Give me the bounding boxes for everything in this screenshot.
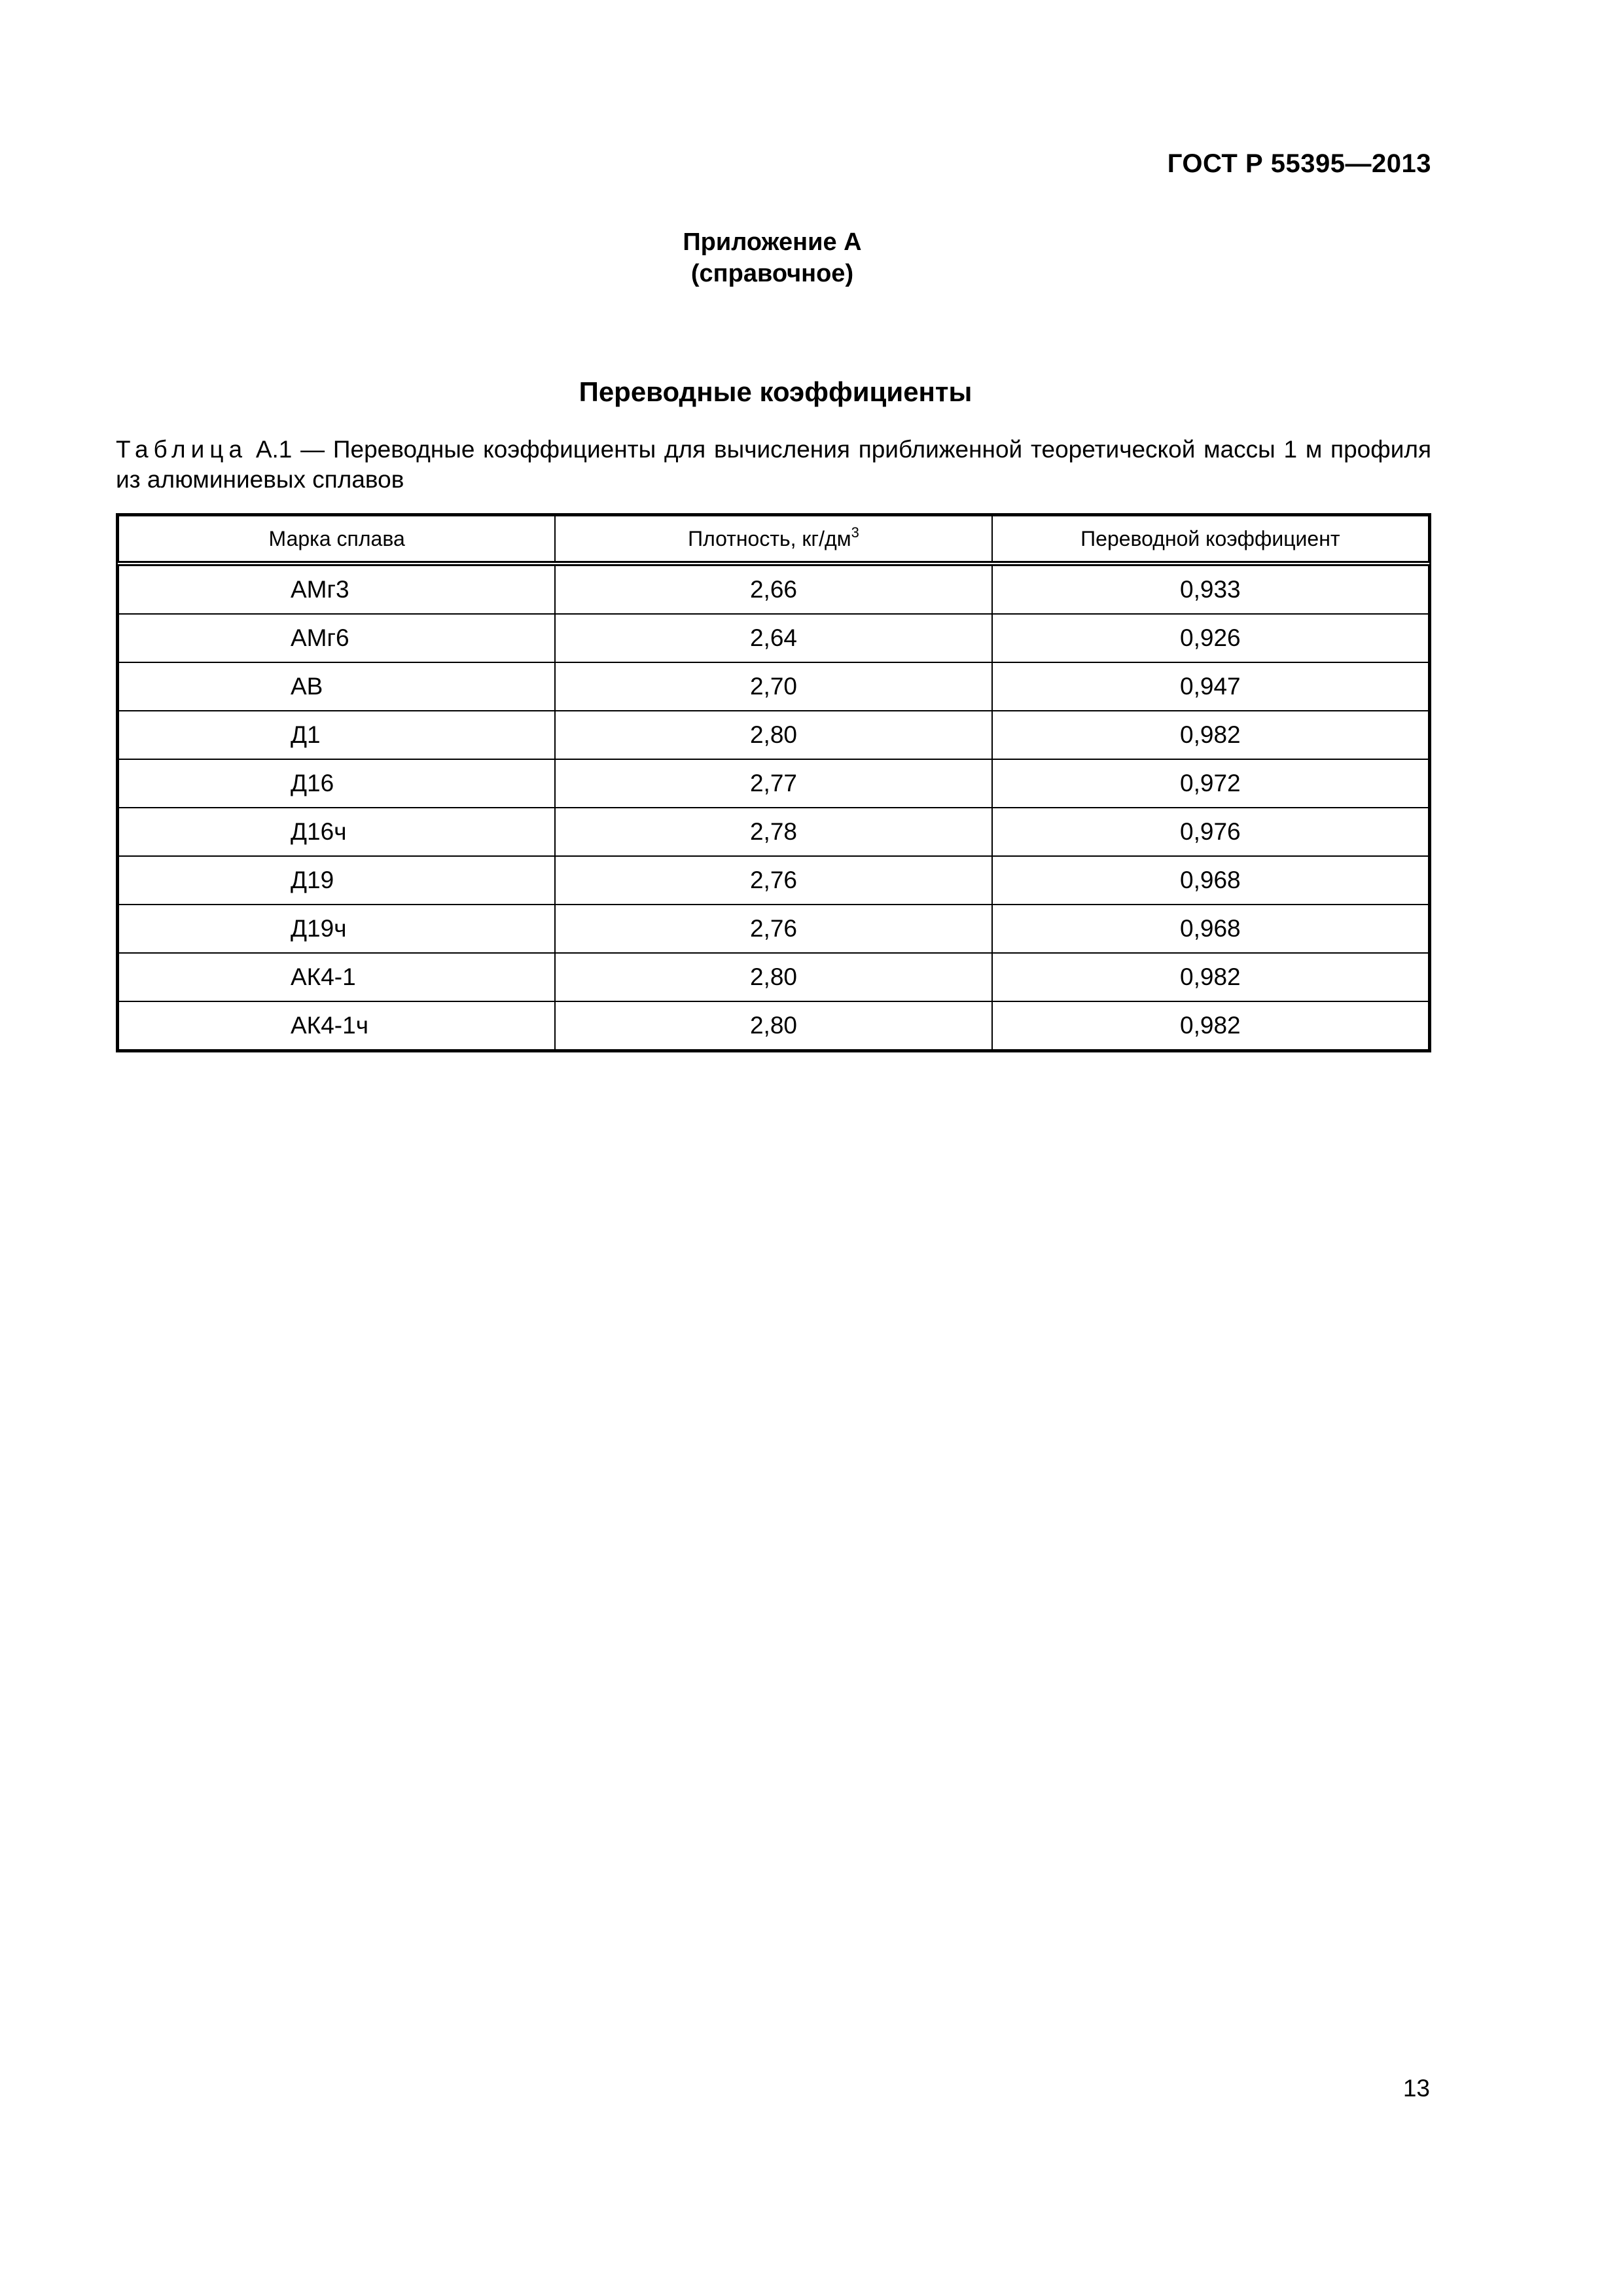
cell-density: 2,80 bbox=[555, 711, 991, 759]
cell-density: 2,77 bbox=[555, 759, 991, 808]
table-row bbox=[118, 662, 1429, 711]
document-code: ГОСТ Р 55395—2013 bbox=[1167, 149, 1431, 178]
table-row bbox=[118, 614, 1429, 662]
cell-grade: АМг3 bbox=[118, 564, 555, 614]
table-caption bbox=[116, 435, 1431, 495]
cell-grade: Д19 bbox=[118, 856, 555, 905]
cell-grade: АВ bbox=[118, 662, 555, 711]
cell-grade: Д19ч bbox=[118, 905, 555, 953]
cell-grade: Д16 bbox=[118, 759, 555, 808]
coefficients-table-frame bbox=[116, 513, 1431, 1052]
appendix-title: Приложение А bbox=[683, 228, 862, 256]
table-row bbox=[118, 759, 1429, 808]
cell-density: 2,80 bbox=[555, 1001, 991, 1050]
table-row bbox=[118, 856, 1429, 905]
coefficients-table bbox=[118, 515, 1429, 1050]
header-coefficient: Переводной коэффициент bbox=[992, 516, 1429, 564]
header-density-sup: 3 bbox=[851, 524, 859, 541]
table-row bbox=[118, 808, 1429, 856]
cell-grade: АК4-1 bbox=[118, 953, 555, 1001]
cell-coefficient: 0,968 bbox=[992, 856, 1429, 905]
cell-coefficient: 0,968 bbox=[992, 905, 1429, 953]
table-row bbox=[118, 953, 1429, 1001]
appendix-subtitle: (справочное) bbox=[690, 260, 854, 287]
cell-coefficient: 0,982 bbox=[992, 711, 1429, 759]
cell-coefficient: 0,947 bbox=[992, 662, 1429, 711]
appendix-heading bbox=[0, 226, 1544, 289]
header-grade: Марка сплава bbox=[118, 516, 555, 564]
header-density-label: Плотность, кг/дм bbox=[688, 526, 851, 550]
cell-density: 2,80 bbox=[555, 953, 991, 1001]
page-number: 13 bbox=[1402, 2075, 1430, 2102]
cell-coefficient: 0,972 bbox=[992, 759, 1429, 808]
cell-grade: АМг6 bbox=[118, 614, 555, 662]
cell-density: 2,66 bbox=[555, 564, 991, 614]
table-caption-text: А.1 — Переводные коэффициенты для вычисления приближенной теоретической массы 1 м профиля из алюминиевых сплавов bbox=[116, 436, 1431, 493]
header-density bbox=[555, 516, 991, 564]
table-caption-label: Таблица bbox=[116, 436, 248, 463]
cell-coefficient: 0,982 bbox=[992, 953, 1429, 1001]
cell-grade: Д1 bbox=[118, 711, 555, 759]
cell-coefficient: 0,926 bbox=[992, 614, 1429, 662]
table-header-row bbox=[118, 516, 1429, 564]
cell-grade: Д16ч bbox=[118, 808, 555, 856]
table-row bbox=[118, 564, 1429, 614]
section-title: Переводные коэффициенты bbox=[579, 376, 972, 407]
table-row bbox=[118, 711, 1429, 759]
cell-grade: АК4-1ч bbox=[118, 1001, 555, 1050]
cell-coefficient: 0,933 bbox=[992, 564, 1429, 614]
cell-density: 2,76 bbox=[555, 905, 991, 953]
cell-density: 2,76 bbox=[555, 856, 991, 905]
cell-density: 2,78 bbox=[555, 808, 991, 856]
table-row bbox=[118, 1001, 1429, 1050]
cell-coefficient: 0,982 bbox=[992, 1001, 1429, 1050]
table-row bbox=[118, 905, 1429, 953]
cell-density: 2,64 bbox=[555, 614, 991, 662]
cell-coefficient: 0,976 bbox=[992, 808, 1429, 856]
cell-density: 2,70 bbox=[555, 662, 991, 711]
